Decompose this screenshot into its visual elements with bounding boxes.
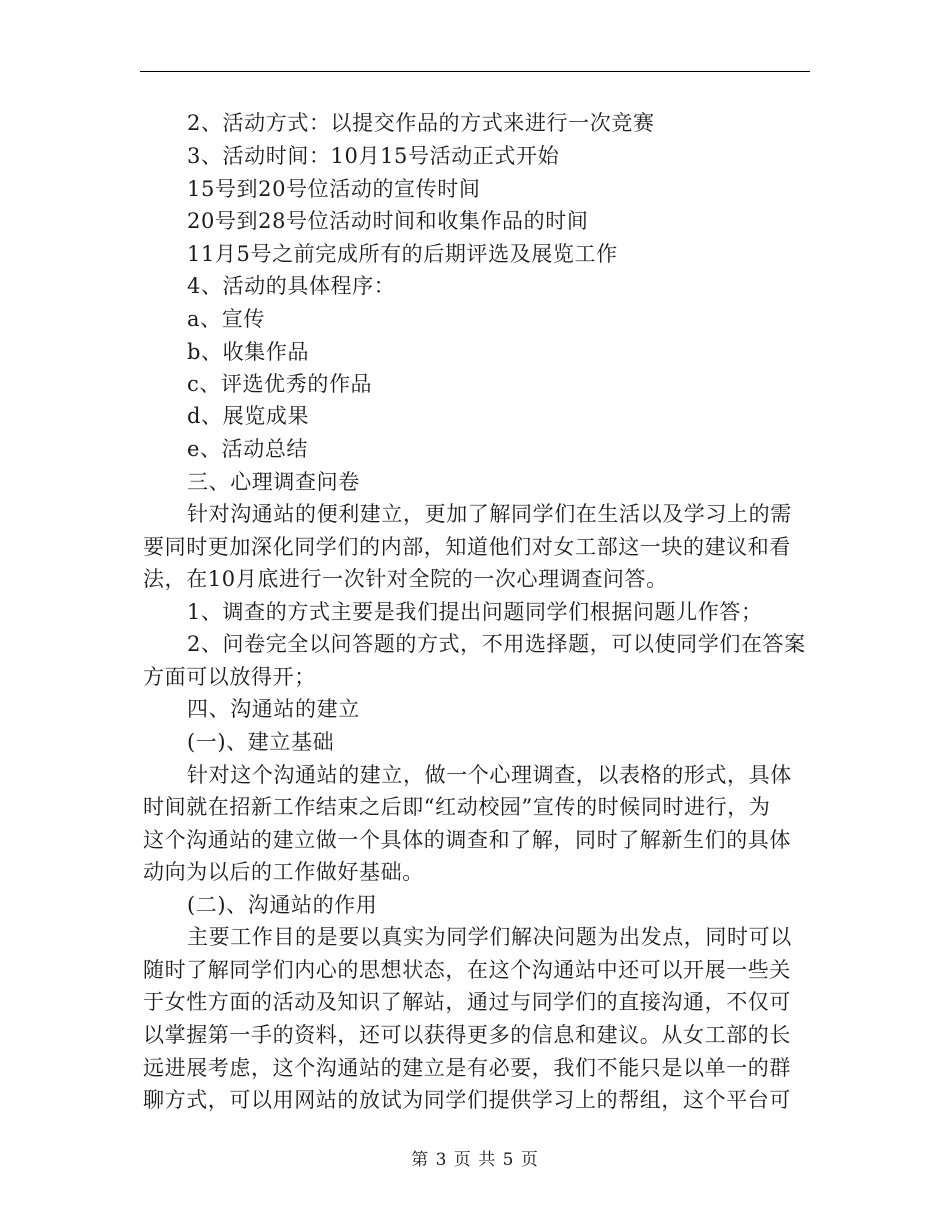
text-line: c、评选优秀的作品	[187, 372, 373, 396]
text-line: 1、调查的方式主要是我们提出问题同学们根据问题儿作答；	[187, 600, 763, 624]
text-line: 3、活动时间：10月15号活动正式开始	[187, 144, 560, 168]
subsection-heading: (二)、沟通站的作用	[187, 893, 378, 917]
text-line: 聊方式，可以用网站的放试为同学们提供学习上的帮组，这个平台可	[143, 1088, 791, 1112]
page-number: 第 3 页 共 5 页	[411, 1150, 539, 1170]
text-line: 20号到28号位活动时间和收集作品的时间	[187, 209, 589, 233]
text-line: 4、活动的具体程序：	[187, 274, 396, 298]
text-line: 于女性方面的活动及知识了解站，通过与同学们的直接沟通，不仅可	[143, 990, 791, 1014]
text-line: 随时了解同学们内心的思想状态，在这个沟通站中还可以开展一些关	[143, 958, 791, 982]
text-line: 2、问卷完全以问答题的方式，不用选择题，可以使同学们在答案	[187, 632, 806, 656]
text-line: 这个沟通站的建立做一个具体的调查和了解，同时了解新生们的具体	[143, 828, 791, 852]
text-line: 2、活动方式：以提交作品的方式来进行一次竞赛	[187, 111, 655, 135]
text-line: 针对沟通站的便利建立，更加了解同学们在生活以及学习上的需	[187, 502, 792, 526]
text-line: 针对这个沟通站的建立，做一个心理调查，以表格的形式，具体	[187, 763, 792, 787]
text-line: e、活动总结	[187, 437, 309, 461]
text-line: 远进展考虑，这个沟通站的建立是有必要，我们不能只是以单一的群	[143, 1056, 791, 1080]
text-line: 方面可以放得开；	[143, 665, 316, 689]
section-heading: 四、沟通站的建立	[187, 697, 360, 721]
text-line: b、收集作品	[187, 340, 310, 364]
text-line: 动向为以后的工作做好基础。	[143, 860, 424, 884]
text-line: 以掌握第一手的资料，还可以获得更多的信息和建议。从女工部的长	[143, 1023, 791, 1047]
text-line: 主要工作目的是要以真实为同学们解决问题为出发点，同时可以	[187, 925, 792, 949]
text-line: 15号到20号位活动的宣传时间	[187, 177, 481, 201]
text-line: 法，在10月底进行一次针对全院的一次心理调查问答。	[143, 567, 668, 591]
text-line: a、宣传	[187, 307, 265, 331]
section-heading: 三、心理调查问卷	[187, 470, 360, 494]
text-line: 要同时更加深化同学们的内部，知道他们对女工部这一块的建议和看	[143, 535, 791, 559]
subsection-heading: (一)、建立基础	[187, 730, 335, 754]
text-line: d、展览成果	[187, 404, 310, 428]
text-line: 11月5号之前完成所有的后期评选及展览工作	[187, 242, 618, 266]
text-line: 时间就在招新工作结束之后即“红动校园”宣传的时候同时进行，为	[143, 795, 771, 819]
